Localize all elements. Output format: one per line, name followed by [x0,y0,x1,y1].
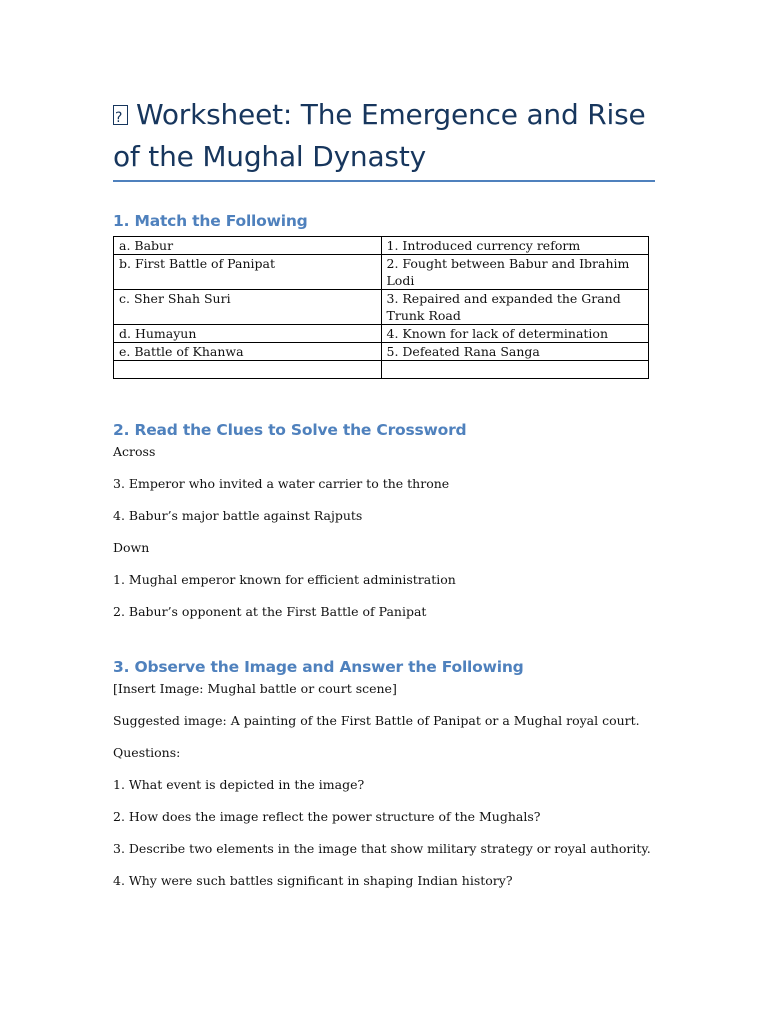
crossword-clue: 4. Babur’s major battle against Rajputs [113,508,363,523]
table-cell: 3. Repaired and expanded the Grand Trunk Road [381,290,649,325]
match-table [113,236,649,379]
table-cell: e. Battle of Khanwa [114,343,382,361]
table-cell [114,361,382,379]
questions-label: Questions: [113,745,181,760]
table-row-empty [114,361,649,379]
crossword-clue: 3. Emperor who invited a water carrier to the throne [113,476,450,491]
table-cell: a. Babur [114,237,382,255]
table-row [114,343,649,361]
page-title [113,94,655,178]
section-heading-crossword: 2. Read the Clues to Solve the Crossword [113,421,467,439]
title-divider [113,180,655,182]
image-placeholder-note: [Insert Image: Mughal battle or court scene] [113,681,397,696]
crossword-clue: 2. Babur’s opponent at the First Battle of Panipat [113,604,427,619]
table-cell: d. Humayun [114,325,382,343]
worksheet-page [113,94,655,889]
table-cell: b. First Battle of Panipat [114,255,382,290]
table-cell: 1. Introduced currency reform [381,237,649,255]
page-title-text: Worksheet: The Emergence and Rise of the Mughal Dynasty [113,98,646,173]
section-heading-match: 1. Match the Following [113,212,308,230]
table-cell: 4. Known for lack of determination [381,325,649,343]
question-item: 3. Describe two elements in the image that show military strategy or royal authority. [113,841,651,856]
crossword-label-across: Across [113,444,156,459]
question-item: 1. What event is depicted in the image? [113,777,365,792]
table-cell: c. Sher Shah Suri [114,290,382,325]
crossword-clue: 1. Mughal emperor known for efficient administration [113,572,456,587]
section-heading-observe: 3. Observe the Image and Answer the Following [113,658,524,676]
table-row [114,325,649,343]
question-item: 4. Why were such battles significant in shaping Indian history? [113,873,513,888]
question-item: 2. How does the image reflect the power structure of the Mughals? [113,809,541,824]
table-cell [381,361,649,379]
table-row [114,290,649,325]
table-row [114,255,649,290]
crossword-label-down: Down [113,540,150,555]
table-cell: 2. Fought between Babur and Ibrahim Lodi [381,255,649,290]
table-cell: 5. Defeated Rana Sanga [381,343,649,361]
table-row [114,237,649,255]
missing-glyph-icon [113,105,128,125]
suggested-image-text: Suggested image: A painting of the First Battle of Panipat or a Mughal royal court. [113,713,640,728]
